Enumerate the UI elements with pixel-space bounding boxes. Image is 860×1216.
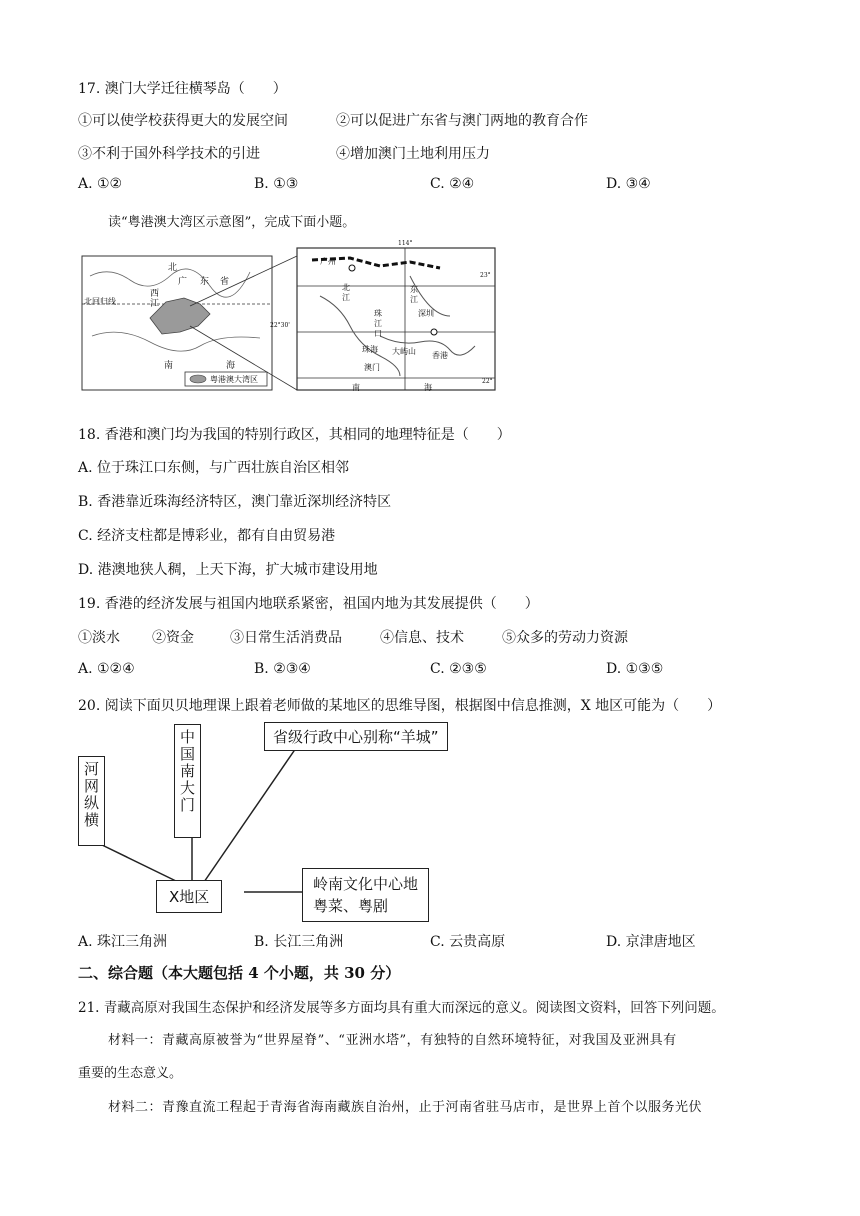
- map-label-tropic: 北回归线: [84, 297, 116, 306]
- map-label-hongkong: 香港: [432, 351, 448, 360]
- q19-item-4: ④信息、技术: [380, 630, 464, 646]
- q17-item-4: ④增加澳门土地利用压力: [336, 146, 490, 162]
- map-label-zhu: 珠: [374, 309, 382, 318]
- q20-stem: 20. 阅读下面贝贝地理课上跟着老师做的某地区的思维导图，根据图中信息推测，X 地区可能为（ ）: [78, 698, 722, 714]
- map-coord-23: 23°: [480, 272, 491, 279]
- node-river-network: 河网纵横: [78, 756, 105, 846]
- q17-item-2: ②可以促进广东省与澳门两地的教育合作: [336, 113, 588, 129]
- map-label-sheng: 省: [220, 277, 230, 287]
- q18-option-a[interactable]: A. 位于珠江口东侧，与广西壮族自治区相邻: [78, 460, 350, 476]
- q17-item-1: ①可以使学校获得更大的发展空间: [78, 113, 288, 129]
- q19-item-5: ⑤众多的劳动力资源: [502, 630, 628, 646]
- map-label-sea: 海: [226, 361, 236, 371]
- map-label-macau: 澳门: [364, 363, 380, 372]
- map-label-south: 南: [164, 361, 174, 371]
- map-label-zhuhai: 珠海: [362, 345, 378, 354]
- map-label-jiang-a: 江: [342, 293, 350, 302]
- q17-option-d[interactable]: D. ③④: [606, 176, 651, 192]
- q17-option-a[interactable]: A. ①②: [78, 176, 123, 192]
- q17-stem: 17. 澳门大学迁往横琴岛（ ）: [78, 81, 287, 97]
- node-center-x: X地区: [156, 880, 222, 913]
- q20-option-c[interactable]: C. 云贵高原: [430, 934, 506, 950]
- map-label-guang: 广: [178, 277, 188, 287]
- q21-material-1-line2: 重要的生态意义。: [78, 1066, 183, 1081]
- map-label-dong: 东: [200, 277, 210, 287]
- intro-18: 读“粤港澳大湾区示意图”，完成下面小题。: [108, 215, 356, 230]
- q19-item-1: ①淡水: [78, 630, 120, 646]
- q20-option-a[interactable]: A. 珠江三角洲: [78, 934, 168, 950]
- node-lingnan-line1: 岭南文化中心地: [313, 875, 419, 893]
- q17-item-3: ③不利于国外科学技术的引进: [78, 146, 260, 162]
- map-label-xi: 西: [150, 289, 160, 299]
- q19-option-b[interactable]: B. ②③④: [254, 661, 311, 677]
- map-label-shenzhen: 深圳: [418, 309, 434, 318]
- map-label-jiang: 江: [150, 299, 160, 309]
- q21-material-1-line1: 材料一：青藏高原被誉为“世界屋脊”、“亚洲水塔”，有独特的自然环境特征，对我国及亚洲具有: [108, 1033, 677, 1048]
- map-label-guangzhou: 广州: [320, 257, 336, 266]
- q17-option-c[interactable]: C. ②④: [430, 176, 475, 192]
- map-coord-114: 114°: [398, 240, 413, 247]
- map-label-north: 北: [168, 263, 178, 273]
- q18-option-b[interactable]: B. 香港靠近珠海经济特区，澳门靠近深圳经济特区: [78, 494, 392, 510]
- greater-bay-area-map: [80, 240, 500, 394]
- map-legend-label: 粤港澳大湾区: [210, 375, 258, 384]
- node-ram-city: 省级行政中心别称“羊城”: [264, 722, 448, 751]
- q20-option-b[interactable]: B. 长江三角洲: [254, 934, 344, 950]
- map-label-dong-b: 东: [410, 285, 418, 294]
- map-coord-22: 22°: [482, 378, 493, 385]
- q17-option-b[interactable]: B. ①③: [254, 176, 299, 192]
- q19-option-a[interactable]: A. ①②④: [78, 661, 135, 677]
- q18-option-d[interactable]: D. 港澳地狭人稠，上天下海，扩大城市建设用地: [78, 562, 378, 578]
- q19-option-c[interactable]: C. ②③⑤: [430, 661, 487, 677]
- map-label-jiang-b: 江: [410, 295, 418, 304]
- q19-item-3: ③日常生活消费品: [230, 630, 342, 646]
- node-south-gate: 中国南大门: [174, 724, 201, 838]
- map-label-kou: 口: [374, 329, 382, 338]
- q19-option-d[interactable]: D. ①③⑤: [606, 661, 664, 677]
- map-coord-2230: 22°30': [270, 322, 290, 329]
- q19-stem: 19. 香港的经济发展与祖国内地联系紧密，祖国内地为其发展提供（ ）: [78, 596, 539, 612]
- q21-stem: 21. 青藏高原对我国生态保护和经济发展等多方面均具有重大而深远的意义。阅读图文资料，回答下列问题。: [78, 1000, 725, 1016]
- mind-map: [78, 716, 458, 926]
- q21-material-2-line1: 材料二：青豫直流工程起于青海省海南藏族自治州，止于河南省驻马店市，是世界上首个以服务光伏: [108, 1100, 703, 1115]
- map-label-lantau: 大屿山: [392, 347, 416, 356]
- node-lingnan-line2: 粤菜、粤剧: [313, 897, 389, 915]
- map-label-hai: 海: [424, 383, 432, 392]
- q18-stem: 18. 香港和澳门均为我国的特别行政区，其相同的地理特征是（ ）: [78, 427, 511, 443]
- q20-option-d[interactable]: D. 京津唐地区: [606, 934, 696, 950]
- node-lingnan-culture: [302, 868, 429, 922]
- map-label-jiang-c: 江: [374, 319, 382, 328]
- q19-item-2: ②资金: [152, 630, 194, 646]
- map-label-bei: 北: [342, 283, 350, 292]
- section-2-heading: 二、综合题（本大题包括 4 个小题，共 30 分）: [78, 964, 401, 982]
- map-label-nan: 南: [352, 383, 360, 392]
- q18-option-c[interactable]: C. 经济支柱都是博彩业，都有自由贸易港: [78, 528, 336, 544]
